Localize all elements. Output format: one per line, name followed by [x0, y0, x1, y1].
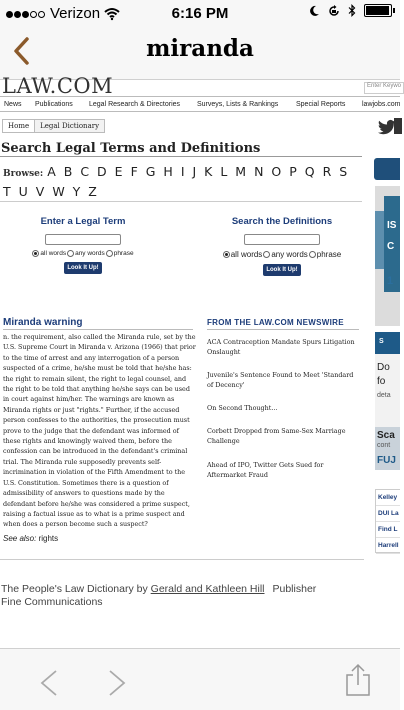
facebook-icon[interactable] — [394, 118, 402, 134]
newswire-heading: FROM THE LAW.COM NEWSWIRE — [207, 318, 344, 327]
browse-letter-p[interactable]: P — [289, 164, 297, 179]
ad-banner[interactable] — [375, 186, 400, 326]
breadcrumb-current: Legal Dictionary — [34, 120, 104, 132]
menu-lawjobs[interactable]: lawjobs.com — [362, 101, 401, 108]
browse-letter-c[interactable]: C — [80, 164, 90, 179]
publisher-label: Publisher — [272, 583, 317, 595]
share-icon[interactable] — [344, 663, 372, 697]
browse-letter-y[interactable]: Y — [72, 184, 81, 199]
news-item[interactable]: Corbett Dropped from Same-Sex Marriage Challenge — [207, 427, 346, 446]
radio-all-words[interactable] — [223, 251, 230, 258]
browse-letter-o[interactable]: O — [271, 164, 282, 179]
divider — [0, 201, 362, 202]
definition-match-options — [214, 250, 350, 259]
ad-text: S — [379, 338, 384, 345]
browse-letter-z[interactable]: Z — [88, 184, 97, 199]
browse-letter-r[interactable]: R — [322, 164, 332, 179]
entry-title: Miranda warning — [3, 317, 83, 328]
browse-letter-n[interactable]: N — [254, 164, 264, 179]
top-bar — [0, 0, 400, 80]
browse-letter-b[interactable]: B — [63, 164, 73, 179]
definition-search-form — [214, 216, 350, 276]
browse-letter-t[interactable]: T — [3, 184, 11, 199]
status-bar — [0, 0, 400, 28]
browse-letter-e[interactable]: E — [114, 164, 123, 179]
definition-lookup-button[interactable]: Look It Up! — [263, 264, 301, 276]
clock: 6:16 PM — [171, 5, 229, 22]
radio-any-words[interactable] — [67, 250, 74, 257]
ad-text: cont — [377, 442, 391, 449]
radio-phrase[interactable] — [309, 251, 316, 258]
rotation-lock-icon — [328, 5, 340, 17]
breadcrumb — [2, 119, 105, 133]
term-search-form — [18, 216, 148, 274]
browse-letter-q[interactable]: Q — [304, 164, 315, 179]
ad-text: FUJ — [377, 455, 396, 466]
browse-letter-h[interactable]: H — [163, 164, 173, 179]
term-match-options — [18, 250, 148, 257]
browse-letter-j[interactable]: J — [192, 164, 197, 179]
ad-link[interactable]: Find L — [376, 522, 400, 538]
menu-news[interactable]: News — [4, 101, 22, 108]
battery-icon — [364, 4, 392, 17]
radio-label: phrase — [113, 250, 134, 257]
see-also — [3, 534, 58, 543]
browse-letter-g[interactable]: G — [145, 164, 156, 179]
ad-banner[interactable] — [375, 332, 400, 470]
term-input[interactable] — [45, 234, 121, 245]
radio-phrase[interactable] — [106, 250, 113, 257]
authors-link[interactable]: Gerald and Kathleen Hill — [150, 583, 265, 595]
see-also-link[interactable]: rights — [38, 534, 59, 543]
menu-special-reports[interactable]: Special Reports — [296, 101, 346, 108]
divider — [0, 156, 362, 157]
page-title: miranda — [146, 35, 254, 62]
ad-links — [375, 489, 400, 553]
term-lookup-button[interactable]: Look It Up! — [64, 262, 102, 274]
definition-form-title: Search the Definitions — [231, 216, 333, 227]
news-item[interactable]: ACA Contraception Mandate Spurs Litigation Onslaught — [207, 338, 355, 357]
browse-letters — [3, 163, 363, 200]
entry-definition: n. the requirement, also called the Miranda rule, set by the U.S. Supreme Court in Miranda v. Arizona (1966) that prior to the time of arrest and any interrogation of a person suspected of a crime, he/she must be told that he/she has: the right to remain silent, the right to legal counsel, and the right to be told that anything he/she says can be used in court against him/her. The warnings are known as Miranda rights or just "rights." Further, if the accused person confesses to the authorities, the prosecution must prove to the judge that the defendant was informed of these rights and knowingly waived them, before the confession can be introduced in the defendant's criminal trial. The Miranda rule supposedly prevents self-incrimination in violation of the Fifth Amendment to the U.S. Constitution. Sometimes there is a question of admissibility of answers to questions made by the defendant before he/she was considered a prime suspect, raising a factual issue as to what is a prime suspect and when does a person become such a suspect? — [3, 333, 196, 529]
web-content — [0, 74, 402, 648]
radio-label: all words — [40, 250, 67, 257]
ad-text: C — [387, 241, 395, 252]
ad-text: 1 — [387, 275, 394, 287]
radio-label: any words — [271, 250, 308, 259]
news-item[interactable]: Juvenile's Sentence Found to Meet 'Standard of Decency' — [207, 371, 354, 390]
site-menu — [0, 96, 400, 112]
browse-letter-w[interactable]: W — [52, 184, 65, 199]
browse-letter-l[interactable]: L — [220, 164, 228, 179]
browser-toolbar — [0, 648, 400, 710]
ad-link[interactable]: Kelley — [376, 490, 400, 506]
carrier-label: Verizon — [50, 5, 101, 22]
browse-letter-f[interactable]: F — [130, 164, 138, 179]
news-item[interactable]: On Second Thought... — [207, 404, 278, 412]
ad-text: IS — [387, 220, 397, 231]
ad-link[interactable]: DUI La — [376, 506, 400, 522]
chevron-right-icon[interactable] — [106, 669, 128, 697]
browse-letter-u[interactable]: U — [18, 184, 28, 199]
browse-letter-d[interactable]: D — [97, 164, 107, 179]
radio-label: all words — [230, 250, 263, 259]
menu-surveys[interactable]: Surveys, Lists & Rankings — [197, 101, 279, 108]
browse-letter-s[interactable]: S — [339, 164, 348, 179]
ad-text: Sca — [377, 430, 395, 441]
browse-letter-m[interactable]: M — [235, 164, 247, 179]
menu-publications[interactable]: Publications — [35, 101, 73, 108]
bluetooth-icon — [348, 4, 356, 17]
browse-letter-k[interactable]: K — [204, 164, 213, 179]
dictionary-credit — [0, 583, 365, 609]
divider — [0, 559, 364, 560]
definition-input[interactable] — [244, 234, 320, 245]
ad-text: Do — [377, 362, 390, 373]
site-logo[interactable]: LAW.COM — [2, 74, 114, 98]
news-item[interactable]: Ahead of IPO, Twitter Gets Sued for Aftermarket Fraud — [207, 461, 324, 480]
ad-link[interactable]: Harrell — [376, 538, 400, 554]
search-heading: Search Legal Terms and Definitions — [1, 141, 261, 156]
radio-label: phrase — [316, 250, 342, 259]
browse-letter-v[interactable]: V — [35, 184, 45, 199]
ad-text: deta — [377, 392, 391, 399]
radio-all-words[interactable] — [32, 250, 39, 257]
divider — [3, 329, 193, 330]
site-search-input[interactable]: Enter Keywo — [364, 82, 404, 94]
divider — [207, 329, 359, 330]
credit-prefix: The People's Law Dictionary by — [1, 583, 148, 595]
publisher-name: Fine Communications — [1, 596, 103, 608]
term-form-title: Enter a Legal Term — [40, 216, 126, 227]
breadcrumb-home[interactable]: Home — [8, 122, 30, 130]
moon-icon — [308, 5, 320, 17]
ad-text: fo — [377, 376, 386, 387]
menu-legal-research[interactable]: Legal Research & Directories — [89, 101, 181, 108]
chevron-left-icon[interactable] — [38, 669, 60, 697]
radio-any-words[interactable] — [263, 251, 270, 258]
see-also-label: See also: — [3, 534, 37, 543]
radio-label: any words — [75, 250, 105, 257]
browse-label: Browse: — [3, 169, 44, 179]
browse-letter-a[interactable]: A — [47, 164, 56, 179]
browse-letter-i[interactable]: I — [180, 164, 185, 179]
ad-header[interactable] — [374, 158, 400, 180]
